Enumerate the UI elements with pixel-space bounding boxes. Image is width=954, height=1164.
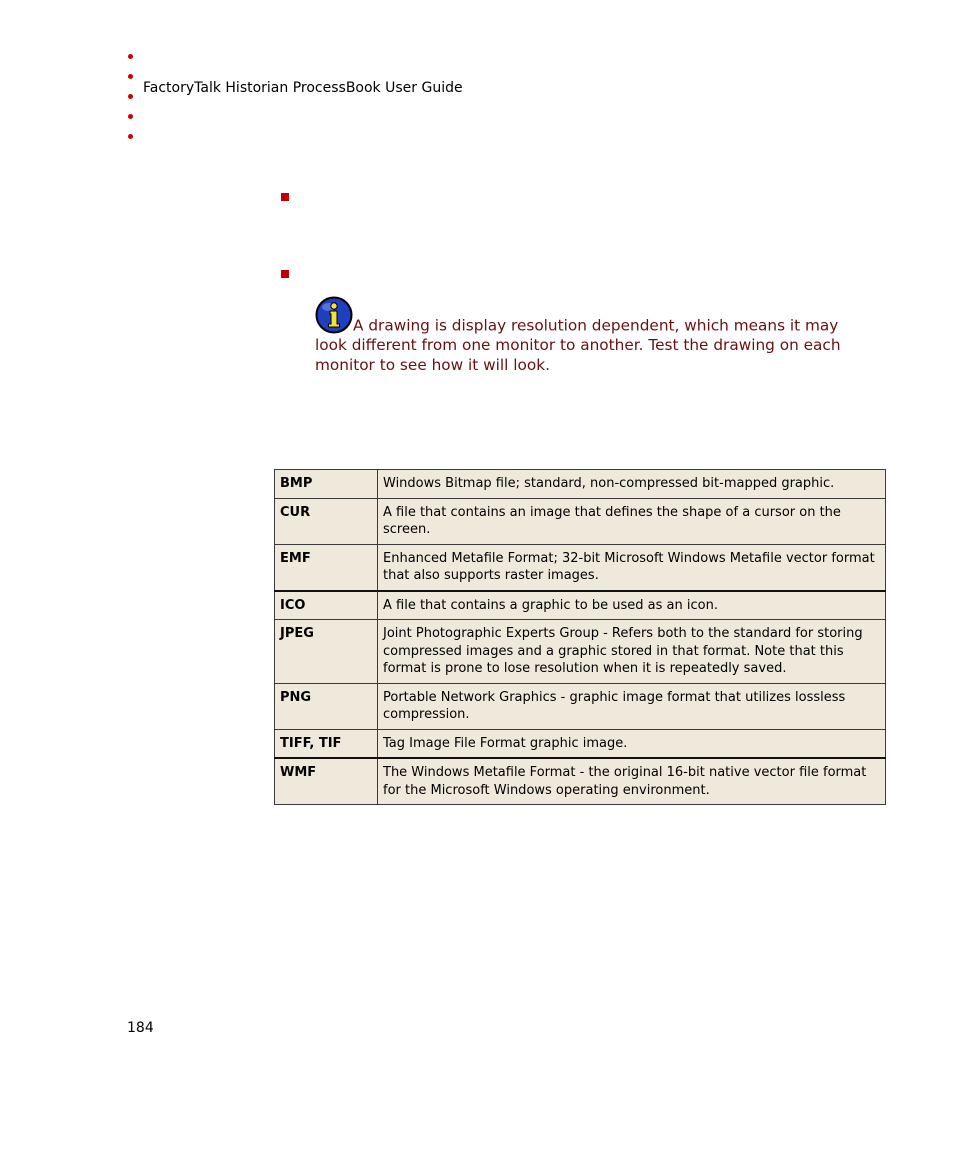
header-bullet xyxy=(128,74,133,79)
table-row xyxy=(275,498,886,544)
format-description: Enhanced Metafile Format; 32-bit Microsoft Windows Metafile vector format that also supports raster images. xyxy=(378,544,886,591)
format-description: The Windows Metafile Format - the original 16-bit native vector file format for the Microsoft Windows operating environment. xyxy=(378,758,886,805)
format-name: WMF xyxy=(275,758,378,805)
table-row xyxy=(275,470,886,499)
note-text: A drawing is display resolution dependent, which means it may look different from one monitor to another. Test the drawing on each monitor to see how it will look. xyxy=(315,316,841,374)
table-row xyxy=(275,591,886,620)
format-name: BMP xyxy=(275,470,378,499)
table-row xyxy=(275,683,886,729)
table-row xyxy=(275,544,886,591)
format-name: EMF xyxy=(275,544,378,591)
header-bullet xyxy=(128,134,133,139)
format-name: CUR xyxy=(275,498,378,544)
format-name: ICO xyxy=(275,591,378,620)
table-row xyxy=(275,758,886,805)
list-bullet xyxy=(281,193,289,201)
header-bullet xyxy=(128,54,133,59)
info-note xyxy=(315,296,875,375)
info-icon xyxy=(315,296,353,334)
list-bullet xyxy=(281,270,289,278)
format-description: A file that contains an image that defines the shape of a cursor on the screen. xyxy=(378,498,886,544)
header-bullet xyxy=(128,94,133,99)
format-description: Joint Photographic Experts Group - Refers both to the standard for storing compressed images and a graphic stored in that format. Note that this format is prone to lose resolution when it is repeatedly saved. xyxy=(378,620,886,684)
graphic-formats-table xyxy=(274,469,886,805)
format-name: JPEG xyxy=(275,620,378,684)
format-description: A file that contains a graphic to be used as an icon. xyxy=(378,591,886,620)
table-row xyxy=(275,620,886,684)
format-description: Tag Image File Format graphic image. xyxy=(378,729,886,758)
format-name: PNG xyxy=(275,683,378,729)
document-title: FactoryTalk Historian ProcessBook User Guide xyxy=(143,80,463,96)
format-description: Windows Bitmap file; standard, non-compressed bit-mapped graphic. xyxy=(378,470,886,499)
page-number: 184 xyxy=(127,1020,154,1036)
table-row xyxy=(275,729,886,758)
format-name: TIFF, TIF xyxy=(275,729,378,758)
header-bullet xyxy=(128,114,133,119)
format-description: Portable Network Graphics - graphic image format that utilizes lossless compression. xyxy=(378,683,886,729)
